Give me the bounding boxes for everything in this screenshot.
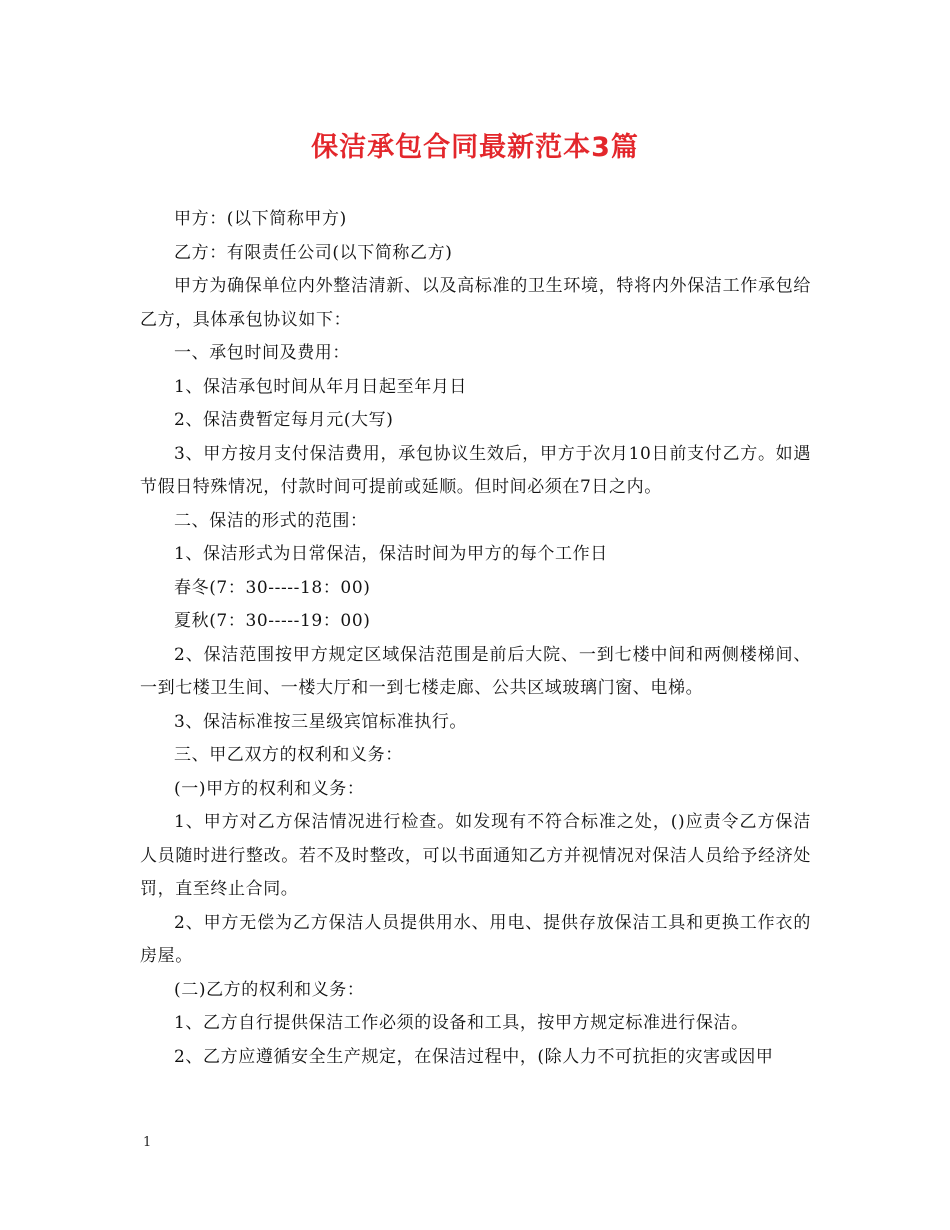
page-number: 1	[143, 1135, 152, 1150]
paragraph-item: 1、保洁承包时间从年月日起至年月日	[174, 376, 468, 397]
paragraph-schedule-summer-autumn: 夏秋(7：30-----19：00)	[174, 611, 371, 631]
paragraph-party-a: 甲方：(以下简称甲方)	[174, 209, 347, 229]
section-heading-rights: 三、甲乙双方的权利和义务：	[174, 745, 403, 765]
paragraph-item: 3、保洁标准按三星级宾馆标准执行。	[174, 711, 468, 732]
paragraph-item: 2、乙方应遵循安全生产规定，在保洁过程中，(除人力不可抗拒的灾害或因甲	[174, 1046, 774, 1067]
paragraph-item: 1、保洁形式为日常保洁，保洁时间为甲方的每个工作日	[174, 544, 608, 564]
paragraph-party-b: 乙方：有限责任公司(以下简称乙方)	[174, 242, 453, 263]
paragraph-item: 1、乙方自行提供保洁工作必须的设备和工具，按甲方规定标准进行保洁。	[174, 1013, 749, 1033]
paragraph-item: 3、甲方按月支付保洁费用，承包协议生效后，甲方于次月10日前支付乙方。如遇节假日特殊情况，付款时间可提前或延顺。但时间必须在7日之内。	[140, 443, 811, 497]
paragraph-item: 1、甲方对乙方保洁情况进行检查。如发现有不符合标准之处，()应责令乙方保洁人员随时进行整改。若不及时整改，可以书面通知乙方并视情况对保洁人员给予经济处罚，直至终止合同。	[140, 812, 811, 899]
paragraph-item: 2、甲方无偿为乙方保洁人员提供用水、用电、提供存放保洁工具和更换工作衣的房屋。	[140, 912, 811, 966]
paragraph-item: 2、保洁费暂定每月元(大写)	[174, 410, 394, 430]
subsection-heading-party-b: (二)乙方的权利和义务：	[174, 979, 365, 1000]
paragraph-item: 2、保洁范围按甲方规定区域保洁范围是前后大院、一到七楼中间和两侧楼梯间、一到七楼卫生间、一楼大厅和一到七楼走廊、公共区域玻璃门窗、电梯。	[140, 644, 811, 698]
paragraph-schedule-spring-winter: 春冬(7：30-----18：00)	[174, 577, 371, 598]
document-body	[140, 203, 811, 1074]
section-heading-scope: 二、保洁的形式的范围：	[174, 510, 368, 531]
subsection-heading-party-a: (一)甲方的权利和义务：	[174, 778, 365, 799]
paragraph-intro: 甲方为确保单位内外整洁清新、以及高标准的卫生环境，特将内外保洁工作承包给乙方，具体承包协议如下：	[140, 276, 811, 330]
document-title: 保洁承包合同最新范本3篇	[311, 132, 639, 163]
section-heading-term-fee: 一、承包时间及费用：	[174, 343, 350, 363]
